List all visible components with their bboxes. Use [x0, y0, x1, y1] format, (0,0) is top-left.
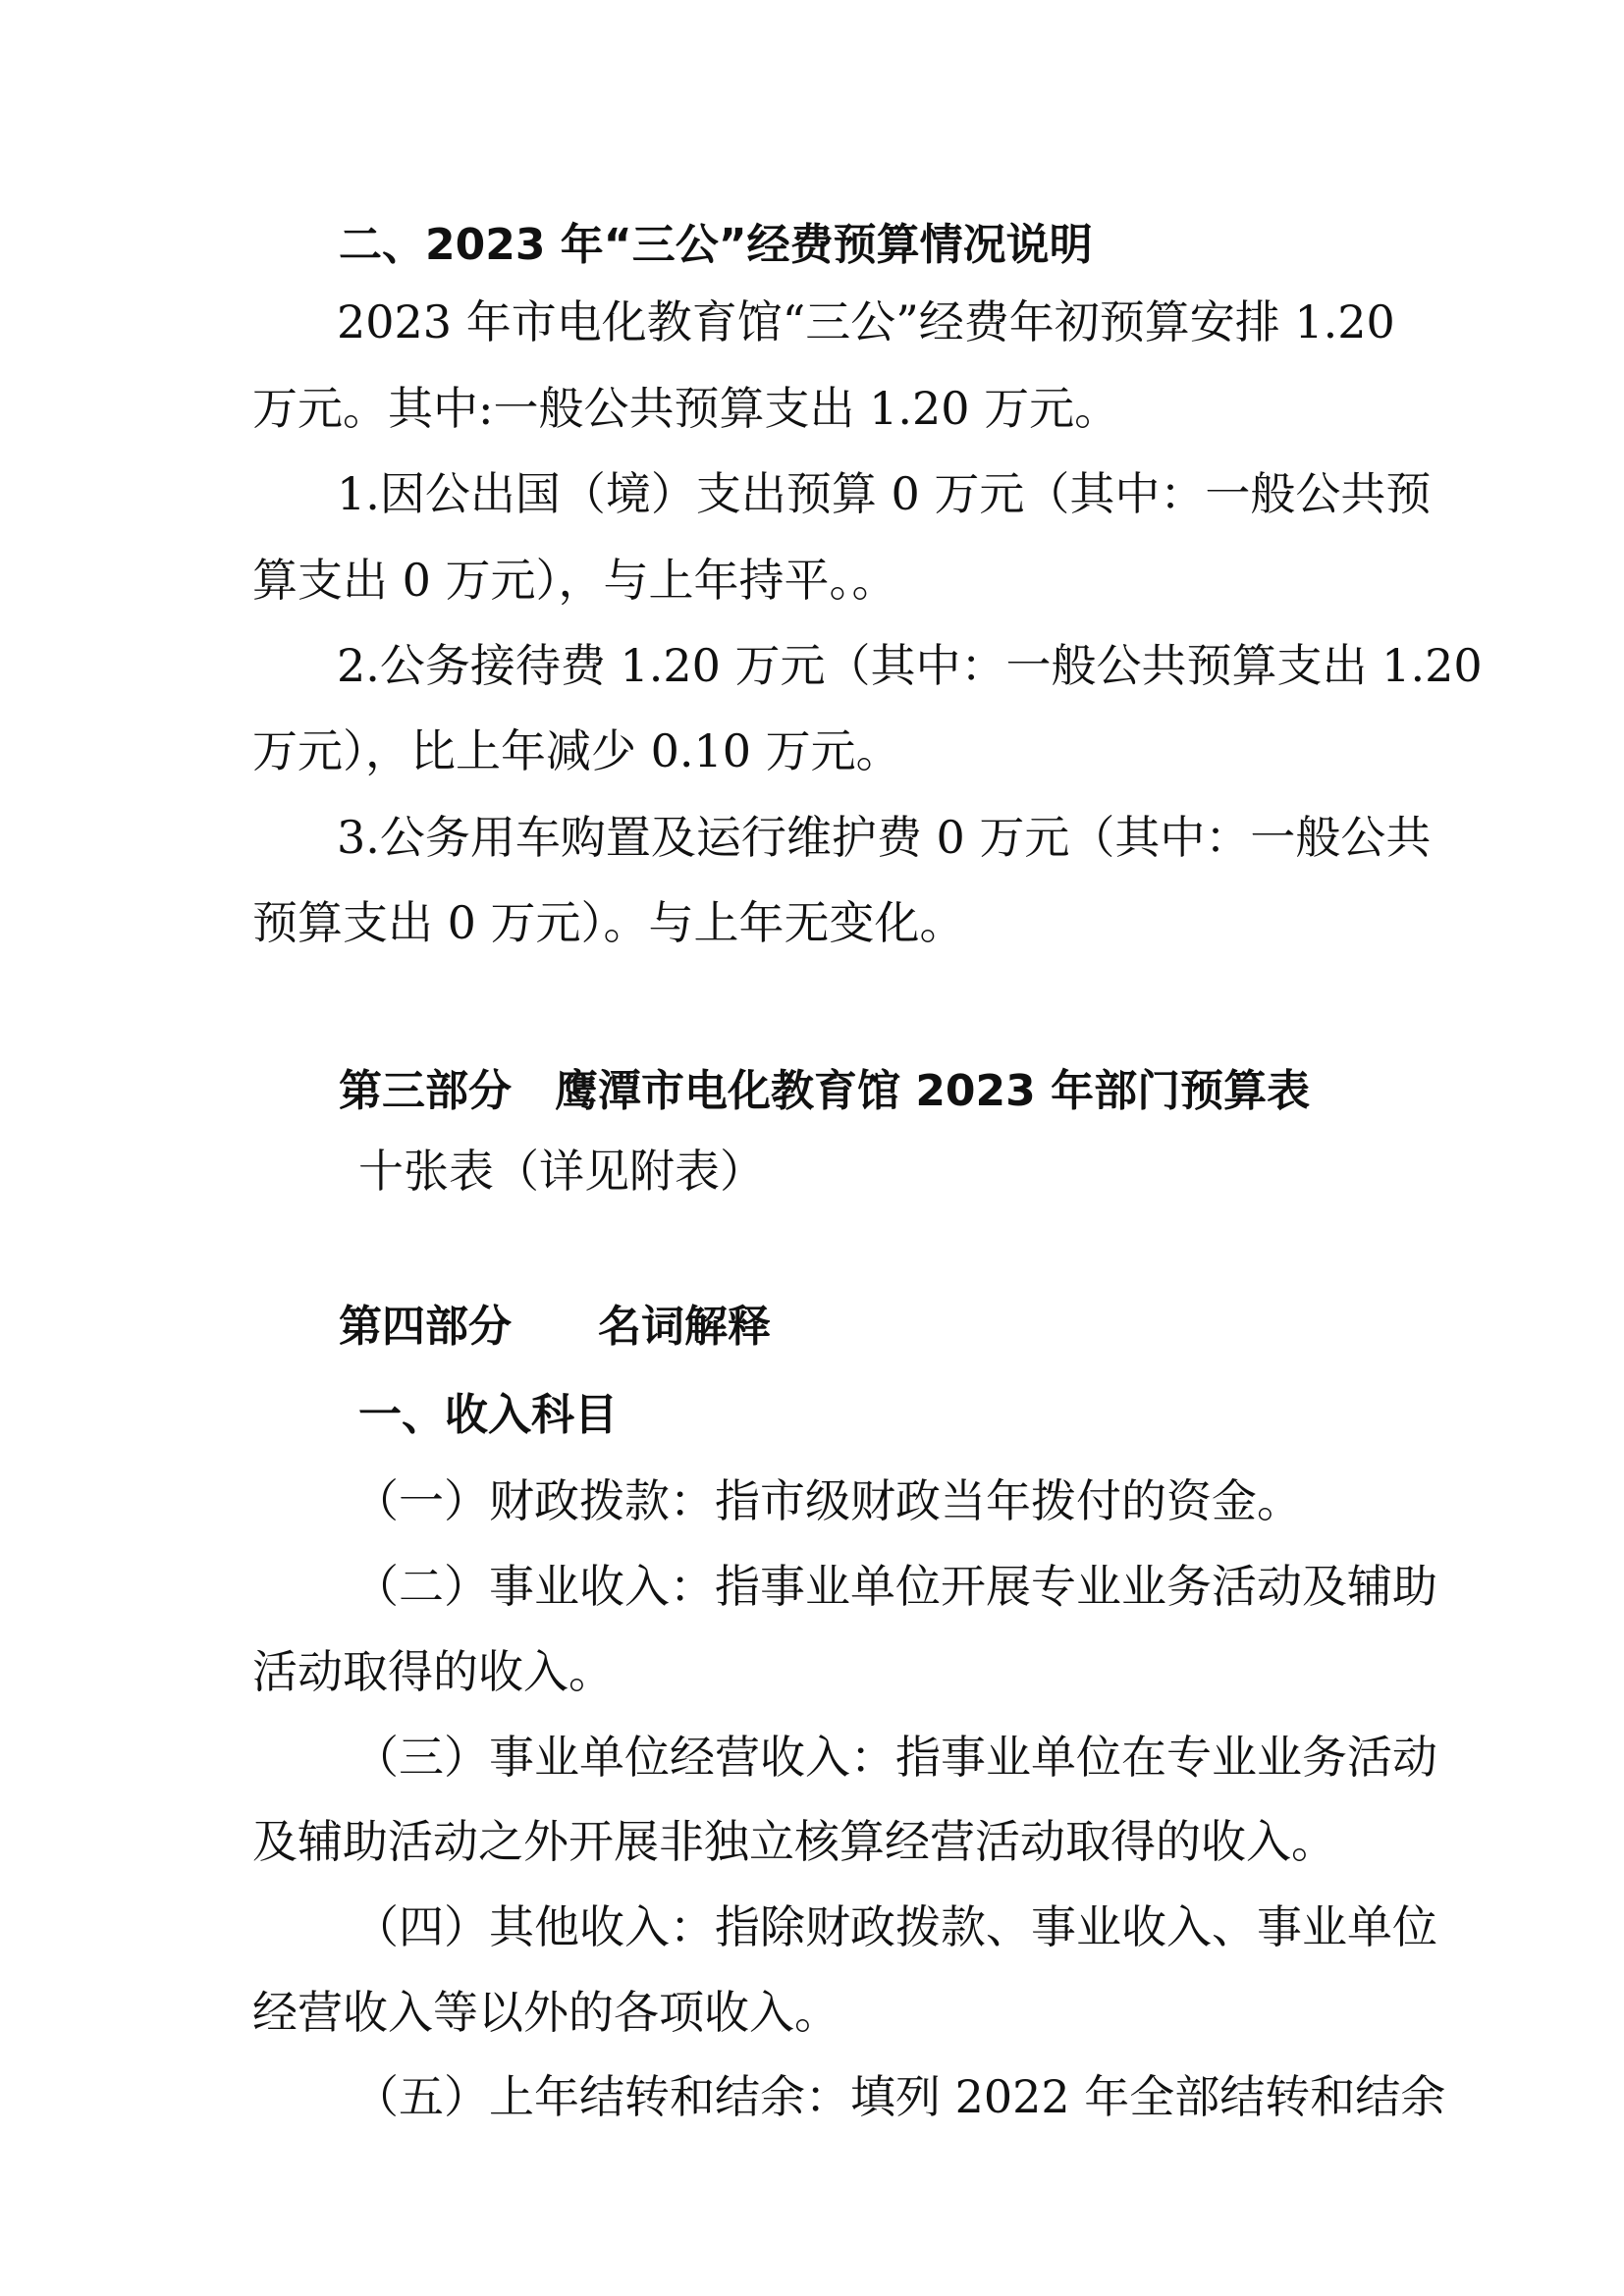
definition-fiscal-allocation: （一）财政拨款：指市级财政当年拨付的资金。	[353, 1474, 1302, 1527]
item-reception-line-2: 万元），比上年减少 0.10 万元。	[252, 724, 901, 777]
item-reception-line-1: 2.公务接待费 1.20 万元（其中：一般公共预算支出 1.20	[337, 639, 1483, 692]
part3-note: 十张表（详见附表）	[358, 1145, 765, 1198]
definition-other-income-line-2: 经营收入等以外的各项收入。	[252, 1986, 839, 2039]
definition-business-income-line-2: 活动取得的收入。	[252, 1645, 614, 1698]
definition-other-income-line-1: （四）其他收入：指除财政拨款、事业收入、事业单位	[353, 1900, 1437, 1953]
income-subheading: 一、收入科目	[358, 1390, 618, 1440]
item-overseas-line-2: 算支出 0 万元），与上年持平。。	[252, 554, 897, 607]
definition-business-income-line-1: （二）事业收入：指事业单位开展专业业务活动及辅助	[353, 1560, 1437, 1613]
paragraph-budget-line-1: 2023 年市电化教育馆“三公”经费年初预算安排 1.20	[337, 295, 1395, 348]
definition-operating-income-line-1: （三）事业单位经营收入：指事业单位在专业业务活动	[353, 1731, 1437, 1784]
definition-operating-income-line-2: 及辅助活动之外开展非独立核算经营活动取得的收入。	[252, 1815, 1336, 1868]
item-vehicle-line-2: 预算支出 0 万元）。与上年无变化。	[252, 896, 965, 949]
part4-heading: 第四部分 名词解释	[339, 1302, 771, 1352]
paragraph-budget-line-2: 万元。其中:一般公共预算支出 1.20 万元。	[252, 382, 1120, 435]
item-overseas-line-1: 1.因公出国（境）支出预算 0 万元（其中：一般公共预	[337, 467, 1432, 520]
definition-carryover-line-1: （五）上年结转和结余：填列 2022 年全部结转和结余	[353, 2070, 1446, 2123]
section-heading-sangong: 二、2023 年“三公”经费预算情况说明	[339, 220, 1093, 270]
item-vehicle-line-1: 3.公务用车购置及运行维护费 0 万元（其中：一般公共	[337, 811, 1432, 864]
part3-heading: 第三部分 鹰潭市电化教育馆 2023 年部门预算表	[339, 1066, 1311, 1116]
